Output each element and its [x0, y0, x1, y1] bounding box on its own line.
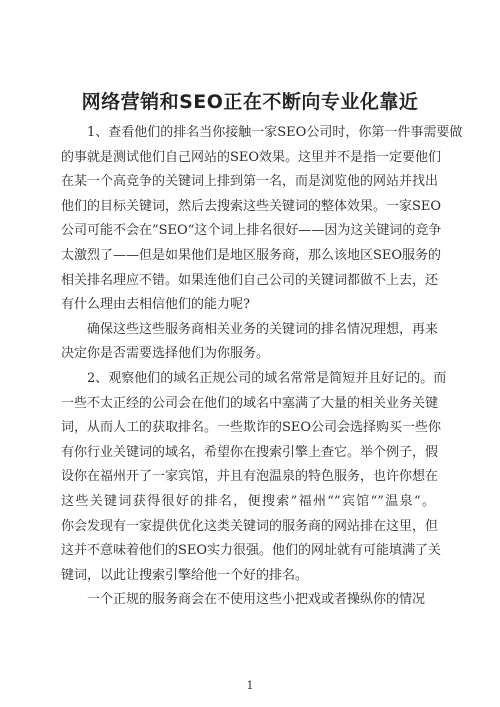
page-number: 1: [246, 679, 254, 692]
text-line: 有你行业关键词的域名，希望你在搜索引擎上查它。举个例子，假: [61, 444, 439, 460]
document-title: 网络营销和SEO正在不断向专业化靠近: [81, 91, 419, 113]
text-line: 一个正规的服务商会在不使用这些小把戏或者操纵你的情况: [61, 592, 426, 608]
text-line: 键词，以此让搜索引擎给他一个好的排名。: [61, 567, 309, 583]
text-line: 这并不意味着他们的SEO实力很强。他们的网址就有可能填满了关: [61, 543, 442, 559]
text-line: 确保这些这些服务商相关业务的关键词的排名情况理想，再来: [61, 321, 439, 337]
text-line: 相关排名理应不错。如果连他们自己公司的关键词都做不上去，还: [61, 272, 439, 288]
text-line: 他们的目标关键词，然后去搜索这些关键词的整体效果。一家SEO: [61, 198, 442, 214]
text-line: 太激烈了——但是如果他们是地区服务商，那么该地区SEO服务的: [61, 247, 442, 263]
text-line: 1、查看他们的排名当你接触一家SEO公司时，你第一件事需要做: [61, 125, 463, 140]
text-line: 2、观察他们的域名正规公司的域名常常是简短并且好记的。而: [61, 370, 447, 386]
text-line: 你会发现有一家提供优化这类关键词的服务商的网站排在这里，但: [61, 518, 439, 534]
text-line: 的事就是测试他们自己网站的SEO效果。这里并不是指一定要他们: [61, 149, 442, 165]
text-line: 在某一个高竞争的关键词上排到第一名，而是浏览他的网站并找出: [61, 174, 439, 190]
text-line: 词，从而人工的获取排名。一些欺诈的SEO公司会选择购买一些你: [61, 420, 442, 436]
text-line: 设你在福州开了一家宾馆，并且有泡温泉的特色服务，也许你想在: [61, 469, 439, 485]
text-line: 有什么理由去相信他们的能力呢?: [61, 297, 250, 313]
document-body: [61, 121, 463, 613]
text-line: 公司可能不会在”SEO“这个词上排名很好——因为这关键词的竞争: [61, 223, 442, 239]
text-line: 这些关键词获得很好的排名，便搜索”福州“”宾馆“”温泉“。: [61, 493, 435, 509]
text-line: 决定你是否需要选择他们为你服务。: [61, 346, 270, 362]
text-line: 一些不太正经的公司会在他们的域名中塞满了大量的相关业务关键: [61, 395, 439, 411]
